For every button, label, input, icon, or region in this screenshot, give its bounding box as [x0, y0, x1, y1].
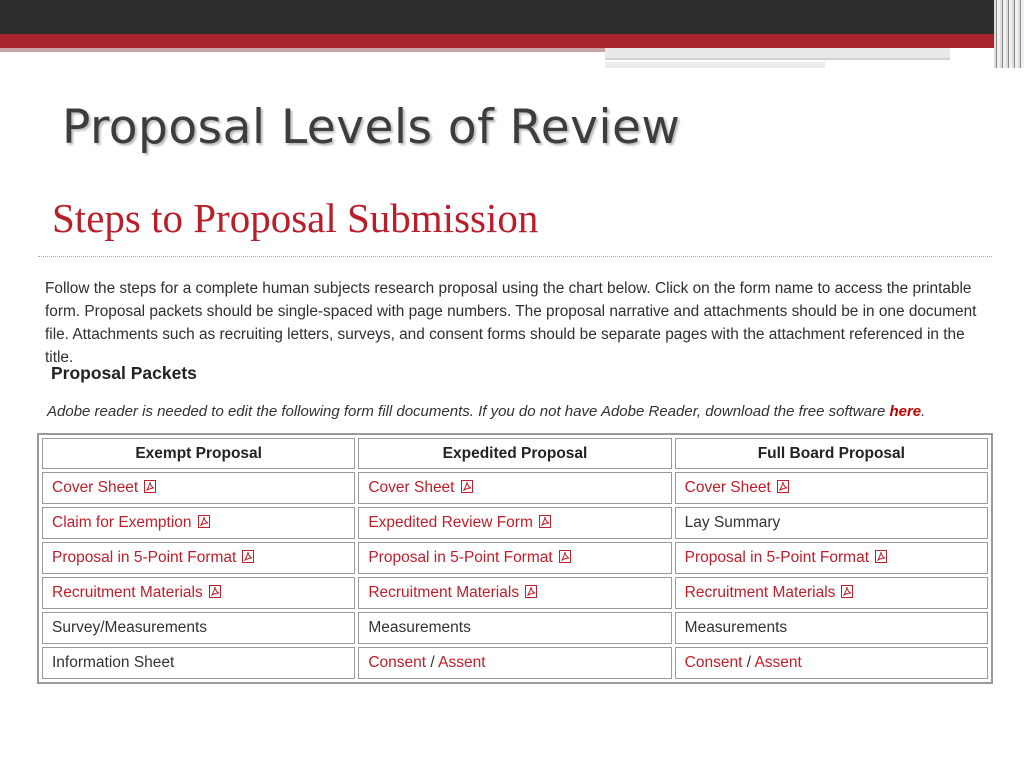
assent-link[interactable]: Assent [438, 654, 486, 671]
pdf-icon[interactable] [198, 515, 210, 528]
table-cell[interactable] [42, 542, 355, 574]
form-link[interactable]: Recruitment Materials [684, 584, 836, 601]
column-header-exempt: Exempt Proposal [42, 438, 355, 469]
table-row [42, 507, 988, 539]
proposal-forms-table [37, 433, 993, 684]
pdf-icon[interactable] [242, 550, 254, 563]
pdf-icon[interactable] [539, 515, 551, 528]
top-gray-line-lower [605, 62, 825, 68]
form-link[interactable]: Cover Sheet [52, 479, 139, 496]
table-cell[interactable] [675, 647, 988, 679]
form-name: Survey/Measurements [52, 619, 208, 636]
pdf-icon[interactable] [209, 585, 221, 598]
consent-link[interactable]: Consent [368, 654, 427, 671]
table-cell[interactable] [675, 472, 988, 504]
proposal-packets-heading: Proposal Packets [51, 363, 197, 383]
pdf-icon[interactable] [777, 480, 789, 493]
top-gray-line [605, 48, 950, 60]
table-cell[interactable] [358, 577, 671, 609]
form-name: Lay Summary [684, 514, 781, 531]
divider [38, 256, 992, 257]
pdf-icon[interactable] [841, 585, 853, 598]
pdf-icon[interactable] [559, 550, 571, 563]
top-accent-line [0, 48, 605, 52]
table-cell [42, 647, 355, 679]
assent-link[interactable]: Assent [754, 654, 802, 671]
table-header-row [42, 438, 988, 469]
form-link[interactable]: Proposal in 5-Point Format [368, 549, 553, 566]
table-cell[interactable] [358, 507, 671, 539]
table-cell[interactable] [675, 577, 988, 609]
pdf-icon[interactable] [525, 585, 537, 598]
separator: / [426, 654, 439, 671]
pdf-icon[interactable] [461, 480, 473, 493]
table-cell [675, 507, 988, 539]
form-name: Information Sheet [52, 654, 175, 671]
table-cell[interactable] [42, 577, 355, 609]
table-row [42, 647, 988, 679]
table-cell[interactable] [42, 472, 355, 504]
form-link[interactable]: Recruitment Materials [368, 584, 520, 601]
column-header-expedited: Expedited Proposal [358, 438, 671, 469]
table-cell [358, 612, 671, 644]
form-link[interactable]: Cover Sheet [684, 479, 771, 496]
table-row [42, 612, 988, 644]
form-link[interactable]: Proposal in 5-Point Format [684, 549, 870, 566]
table-cell[interactable] [358, 542, 671, 574]
form-link[interactable]: Expedited Review Form [368, 514, 533, 531]
top-dark-bar [0, 0, 1024, 34]
consent-link[interactable]: Consent [684, 654, 743, 671]
table-row [42, 542, 988, 574]
pdf-icon[interactable] [144, 480, 156, 493]
table-cell [675, 612, 988, 644]
table-cell [42, 612, 355, 644]
adobe-note-text: Adobe reader is needed to edit the following form fill documents. If you do not have Adobe Reader, download the free software [47, 403, 890, 420]
top-red-bar [0, 34, 1024, 48]
table-cell[interactable] [358, 647, 671, 679]
table-row [42, 472, 988, 504]
pdf-icon[interactable] [875, 550, 887, 563]
column-header-full-board: Full Board Proposal [675, 438, 988, 469]
table-row [42, 577, 988, 609]
table-cell[interactable] [358, 472, 671, 504]
table-cell[interactable] [675, 542, 988, 574]
form-link[interactable]: Claim for Exemption [52, 514, 192, 531]
form-link[interactable]: Proposal in 5-Point Format [52, 549, 237, 566]
separator: / [742, 654, 755, 671]
form-name: Measurements [368, 619, 471, 636]
adobe-note [47, 403, 925, 420]
adobe-note-end: . [921, 403, 926, 420]
table-cell[interactable] [42, 507, 355, 539]
intro-text: Follow the steps for a complete human subjects research proposal using the chart below. Click on the form name to access the printable form. Proposal packets should be single-spaced with page numbers. The proposal narrative and attachments should be in one document file. Attachments such as recruiting letters, surveys, and consent forms should be separate pages with the attachment referenced in the title. [45, 280, 977, 366]
form-link[interactable]: Recruitment Materials [52, 584, 203, 601]
corner-stripes [994, 0, 1024, 68]
slide-title: Proposal Levels of Review [62, 100, 681, 155]
page-heading: Steps to Proposal Submission [52, 195, 539, 241]
adobe-download-link[interactable]: here [889, 403, 922, 420]
form-link[interactable]: Cover Sheet [368, 479, 455, 496]
form-name: Measurements [684, 619, 788, 636]
